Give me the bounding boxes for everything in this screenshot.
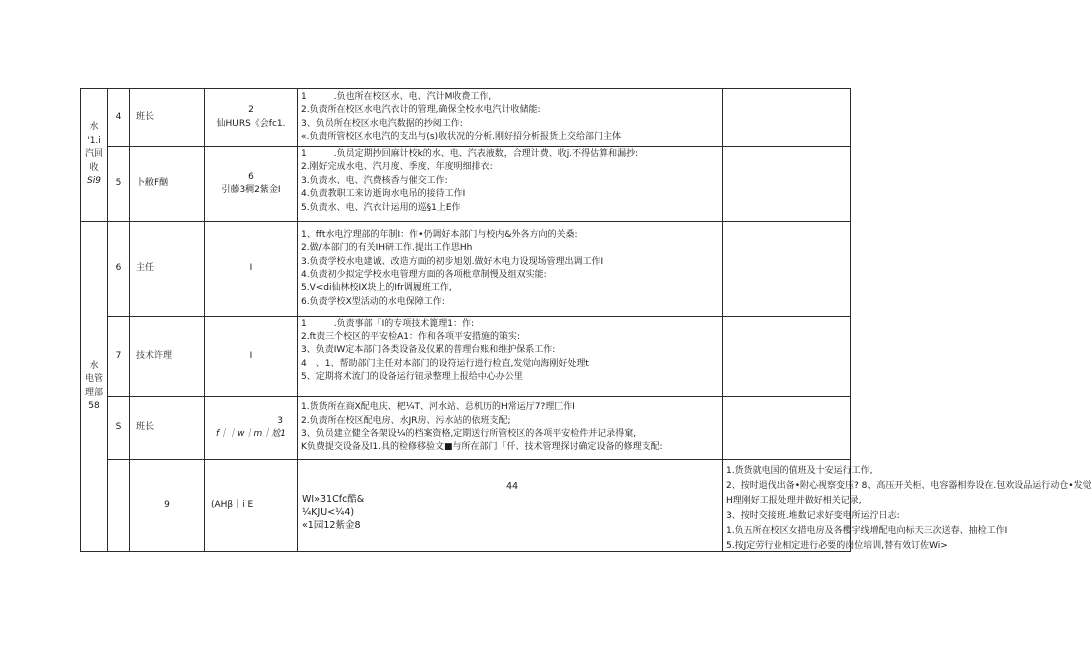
duties-cell <box>298 89 723 147</box>
headcount: 3 <box>277 415 283 426</box>
duty-line: 2.负责所在校区配电房、水JR房、污水站的依班支配; <box>301 415 511 426</box>
duties-cell <box>723 460 1092 552</box>
department-text: 理部 <box>84 387 103 398</box>
duty-line: 1.货货所在商X配电庆、杷¼T、河水站、总机历的H常运厅7?理匚作I <box>301 402 575 413</box>
duties-clip <box>726 460 1092 551</box>
headcount: 44 <box>505 480 519 492</box>
headcount-note: WI»31Cfc酷& <box>302 493 365 505</box>
duty-line: 1、fft水电泞理部的年制I：作•仍调好本部门与校内&外各方向的关桑: <box>301 229 578 240</box>
department-text: 收 <box>89 162 99 173</box>
headcount-note: 引藤3稠2紫金I <box>221 185 281 195</box>
row-number: S <box>108 397 130 460</box>
table-row <box>81 397 851 460</box>
duty-line: 5.V<di仙林校IX块上的Ifr调履班工作, <box>301 283 452 294</box>
staffing-table <box>80 88 1092 552</box>
headcount-cell <box>205 222 298 317</box>
department-text: 水 <box>89 122 99 133</box>
row-number: 5 <box>108 147 130 222</box>
duties-cell <box>298 397 723 460</box>
duty-line: 4.负责初少拟定学校水电管理方面的各项枇章制慢及组双实能: <box>301 270 547 280</box>
duty-line: 1.负五所在校区女措电房及各樱宇线增配电向标天三次送春、抽检工作I <box>726 526 1008 536</box>
table-row <box>81 222 851 317</box>
department-text: 汽回 <box>84 149 103 160</box>
department-cell-empty <box>108 460 130 552</box>
headcount-cell <box>205 397 298 460</box>
duty-line: «.负责所管校区水电汽的支出与(s)收状况的分析.刚好招分析报货上交给部门主体 <box>301 131 621 142</box>
remarks-cell <box>723 147 851 222</box>
table-row <box>81 147 851 222</box>
duty-line: 3.负责学校水电建诚、改造方面的初步旭划.做好木电力设现场管理出调工作I <box>301 256 604 267</box>
remarks-cell <box>723 317 851 397</box>
table-row <box>81 89 851 147</box>
headcount-cell <box>205 89 298 147</box>
row-number: 4 <box>108 89 130 147</box>
row-number: 6 <box>108 222 130 317</box>
remarks-cell <box>723 397 851 460</box>
headcount-note: «1园12紫金8 <box>302 519 361 531</box>
position-title: 卜敝F酗 <box>130 147 205 222</box>
duty-line: 3、负员建立健全各架设¼的档案资格,定期送行所管校区的各项平安检件并记录得窠, <box>301 429 637 439</box>
position-title: (AHβ｜i E <box>205 460 298 552</box>
headcount: 6 <box>248 171 254 182</box>
headcount: I <box>249 350 253 361</box>
headcount-note: ¼KJU<¼4) <box>302 506 355 518</box>
duty-line: 2.负责所在校区水电汽衣计的管理,确保全校水电汽计收储能: <box>301 105 541 116</box>
duty-line: 3、负责IW定本部门各类设备及仪累的普理台账和维护保系工作: <box>301 345 556 356</box>
headcount-cell <box>205 317 298 397</box>
department-text: 58 <box>88 400 100 411</box>
department-text: 水 <box>89 360 99 371</box>
remarks-cell <box>723 89 851 147</box>
department-cell-water <box>81 89 108 222</box>
headcount-cell <box>205 147 298 222</box>
duties-clip <box>301 318 719 396</box>
duty-line: 3、负员所在校区水电汽数据的抄阅工作: <box>301 118 463 129</box>
position-title: 主任 <box>130 222 205 317</box>
duties-cell <box>298 222 723 317</box>
duty-line: 1.货货就电国的值班及十安运行工作, <box>726 466 873 476</box>
duty-line: 5.负责水、电、汽衣计运用的巡§1上E作 <box>301 202 461 213</box>
duty-line: 2.做/本部门的有关IH研工作.提出工作思Hh <box>301 243 473 254</box>
duties-cell <box>298 317 723 397</box>
table-row <box>81 460 851 552</box>
duty-line: 5.按J定劳行业相定进行必要的岗位培训,替有效订佐Wi> <box>726 541 948 551</box>
duty-line: 4 、1、帮助部门主任对本部门的设符运行进行检直,发觉向海刚好处理t <box>301 358 589 369</box>
duty-line: 2.ft责三个校区的平安检A1：作和各项平安措施的策实: <box>301 331 521 342</box>
duty-line: 3.负责水、电、汽费核香与催交工作: <box>301 175 448 186</box>
duty-line: 1 .负也所在校区水、电、汽计M收费工作, <box>301 91 492 102</box>
position-title: 班长 <box>130 397 205 460</box>
department-text: '1.i <box>87 135 101 146</box>
headcount-note: f｜｜w｜m｜尬1 <box>215 429 287 439</box>
duties-cell <box>298 147 723 222</box>
department-text: 电管 <box>84 374 103 385</box>
duties-clip <box>301 148 719 220</box>
department-text: Si9 <box>87 176 101 187</box>
duty-line: 2.刚好完成水电、汽月度、季度、年度明细排衣: <box>301 162 493 173</box>
duty-line: K负费提交设备及l1.具的检修移验文■与所在部门「仟、技术管理探讨确定设备的修理支配: <box>301 442 663 453</box>
duty-line: 6.负责学校X型活动的水电保障工作: <box>301 296 445 307</box>
remarks-cell <box>723 222 851 317</box>
duty-line: 3、按时交接班.堆数记求好变电所运泞日志: <box>726 511 900 521</box>
headcount: I <box>249 263 253 274</box>
row-number: 9 <box>130 460 205 552</box>
duty-line: H理刚好工报处理并做好相关记录, <box>726 496 862 506</box>
department-cell-electric <box>81 222 108 552</box>
duty-line: 4.负责教职工来访逝询水电吊的接待工作I <box>301 189 466 200</box>
duty-line: 1 .负责事部「I的专项技术篦理1：作: <box>301 318 475 329</box>
position-title: 班长 <box>130 89 205 147</box>
table-row <box>81 317 851 397</box>
duty-line: 1 .负员定期抄回麻计校k的水、电、汽表液数，合理计费、收j.不得估算和漏抄: <box>301 149 639 159</box>
duty-line: 5、定期将术流门的设备运行钮录整理上报给中心办公里 <box>301 372 523 383</box>
position-title: 技术许理 <box>130 317 205 397</box>
duty-line: 2、按时退伐出备•附心视察变压? 8、高压开关柜、电容器相券设在.包欢设品运行动仓•发觉 <box>726 481 1092 491</box>
headcount: 2 <box>248 105 254 116</box>
headcount-note: 仙HURS《会fc1. <box>216 118 286 129</box>
row-number: 7 <box>108 317 130 397</box>
headcount-cell <box>298 460 723 552</box>
